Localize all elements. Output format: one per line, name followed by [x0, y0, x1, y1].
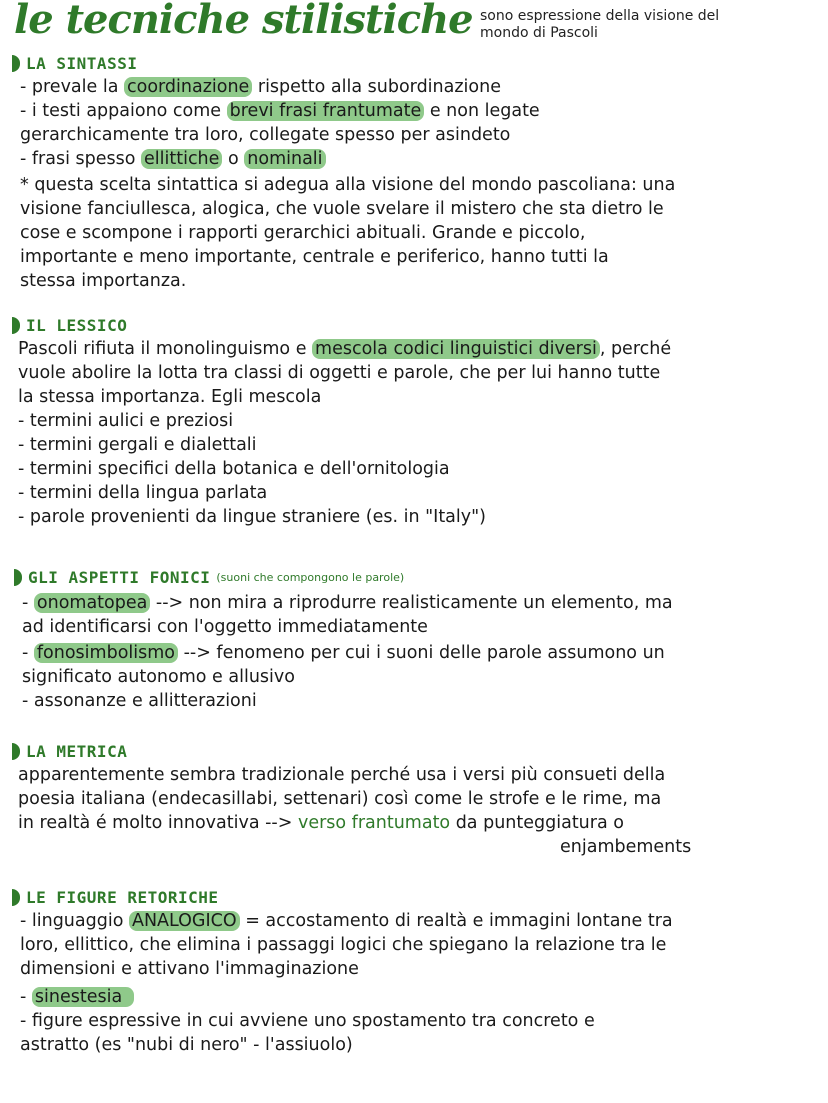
fonici-line-3	[22, 642, 665, 664]
metrica-line-3	[18, 812, 624, 834]
text: o	[222, 149, 245, 169]
heading-text: LE FIGURE RETORICHE	[26, 888, 219, 907]
text: - prevale la	[20, 77, 124, 97]
heading-note: (suoni che compongono le parole)	[216, 571, 405, 584]
section-heading-fonici	[14, 568, 404, 587]
text: - frasi spesso	[20, 149, 141, 169]
figure-line-5: - figure espressive in cui avviene uno spostamento tra concreto e	[20, 1011, 595, 1031]
bullet-icon	[12, 317, 20, 334]
heading-text: LA METRICA	[26, 742, 128, 761]
fonici-line-4: significato autonomo e allusivo	[22, 667, 295, 687]
fonici-line-1	[22, 592, 673, 614]
highlight: nominali	[244, 149, 325, 169]
figure-line-1	[20, 910, 673, 932]
text: -	[22, 593, 34, 613]
bullet-icon	[12, 743, 20, 760]
sintassi-note-3: cose e scompone i rapporti gerarchici abituali. Grande e piccolo,	[20, 223, 586, 243]
text: Pascoli rifiuta il monolinguismo e	[18, 339, 313, 359]
highlight: onomatopea	[34, 593, 150, 613]
text: --> non mira a riprodurre realisticamente un elemento, ma	[150, 593, 673, 613]
section-heading-sintassi	[12, 54, 137, 73]
sintassi-note-5: stessa importanza.	[20, 271, 187, 291]
figure-line-4	[20, 986, 134, 1008]
subtitle-line-1: sono espressione della visione del	[480, 8, 720, 24]
highlight: brevi frasi frantumate	[227, 101, 425, 121]
text: da punteggiatura o	[450, 813, 624, 833]
text: rispetto alla subordinazione	[252, 77, 501, 97]
highlight: ANALOGICO	[129, 911, 240, 931]
text: e non legate	[424, 101, 540, 121]
bullet-icon	[12, 889, 20, 906]
text: = accostamento di realtà e immagini lontane tra	[239, 911, 673, 931]
sintassi-note-2: visione fanciullesca, alogica, che vuole svelare il mistero che sta dietro le	[20, 199, 664, 219]
heading-text: LA SINTASSI	[26, 54, 138, 73]
list-item: - parole provenienti da lingue straniere (es. in "Italy")	[18, 507, 487, 527]
figure-line-2: loro, ellittico, che elimina i passaggi logici che spiegano la relazione tra le	[20, 935, 667, 955]
text: -	[22, 643, 34, 663]
subtitle-line-2: mondo di Pascoli	[480, 25, 598, 41]
list-item: - termini gergali e dialettali	[18, 435, 257, 455]
sintassi-note-1: * questa scelta sintattica si adegua alla visione del mondo pascoliana: una	[20, 175, 676, 195]
list-item: - termini della lingua parlata	[18, 483, 268, 503]
text: in realtà é molto innovativa -->	[18, 813, 298, 833]
page-title: le tecniche stilistiche	[14, 0, 473, 43]
list-item: - termini aulici e preziosi	[18, 411, 234, 431]
highlight: ellittiche	[141, 149, 222, 169]
figure-line-3: dimensioni e attivano l'immaginazione	[20, 959, 359, 979]
figure-line-6: astratto (es "nubi di nero" - l'assiuolo)	[20, 1035, 353, 1055]
sintassi-line-1	[20, 76, 501, 98]
section-heading-figure	[12, 888, 219, 907]
sintassi-line-3: gerarchicamente tra loro, collegate spesso per asindeto	[20, 125, 511, 145]
list-item: - termini specifici della botanica e dell'ornitologia	[18, 459, 450, 479]
text: -	[20, 987, 32, 1007]
lessico-line-2: vuole abolire la lotta tra classi di oggetti e parole, che per lui hanno tutte	[18, 363, 661, 383]
page-subtitle	[480, 8, 800, 42]
sintassi-note-4: importante e meno importante, centrale e periferico, hanno tutti la	[20, 247, 609, 267]
lessico-line-1	[18, 338, 671, 360]
fonici-line-2: ad identificarsi con l'oggetto immediatamente	[22, 617, 428, 637]
metrica-line-4: enjambements	[560, 837, 692, 857]
sintassi-line-2	[20, 100, 540, 122]
heading-text: GLI ASPETTI FONICI	[28, 568, 211, 587]
text: --> fenomeno per cui i suoni delle parole assumono un	[178, 643, 665, 663]
highlight: coordinazione	[124, 77, 252, 97]
heading-text: IL LESSICO	[26, 316, 128, 335]
metrica-line-2: poesia italiana (endecasillabi, settenari) così come le strofe e le rime, ma	[18, 789, 662, 809]
fonici-line-5: - assonanze e allitterazioni	[22, 691, 257, 711]
text: , perché	[599, 339, 672, 359]
green-text: verso frantumato	[297, 813, 451, 833]
highlight: mescola codici linguistici diversi	[312, 339, 600, 359]
lessico-line-3: la stessa importanza. Egli mescola	[18, 387, 322, 407]
text: - linguaggio	[20, 911, 129, 931]
section-heading-lessico	[12, 316, 127, 335]
highlight: fonosimbolismo	[34, 643, 178, 663]
section-heading-metrica	[12, 742, 127, 761]
bullet-icon	[14, 569, 22, 586]
bullet-icon	[12, 55, 20, 72]
text: - i testi appaiono come	[20, 101, 227, 121]
sintassi-line-4	[20, 148, 326, 170]
metrica-line-1: apparentemente sembra tradizionale perché usa i versi più consueti della	[18, 765, 666, 785]
highlight: sinestesia	[32, 987, 134, 1007]
